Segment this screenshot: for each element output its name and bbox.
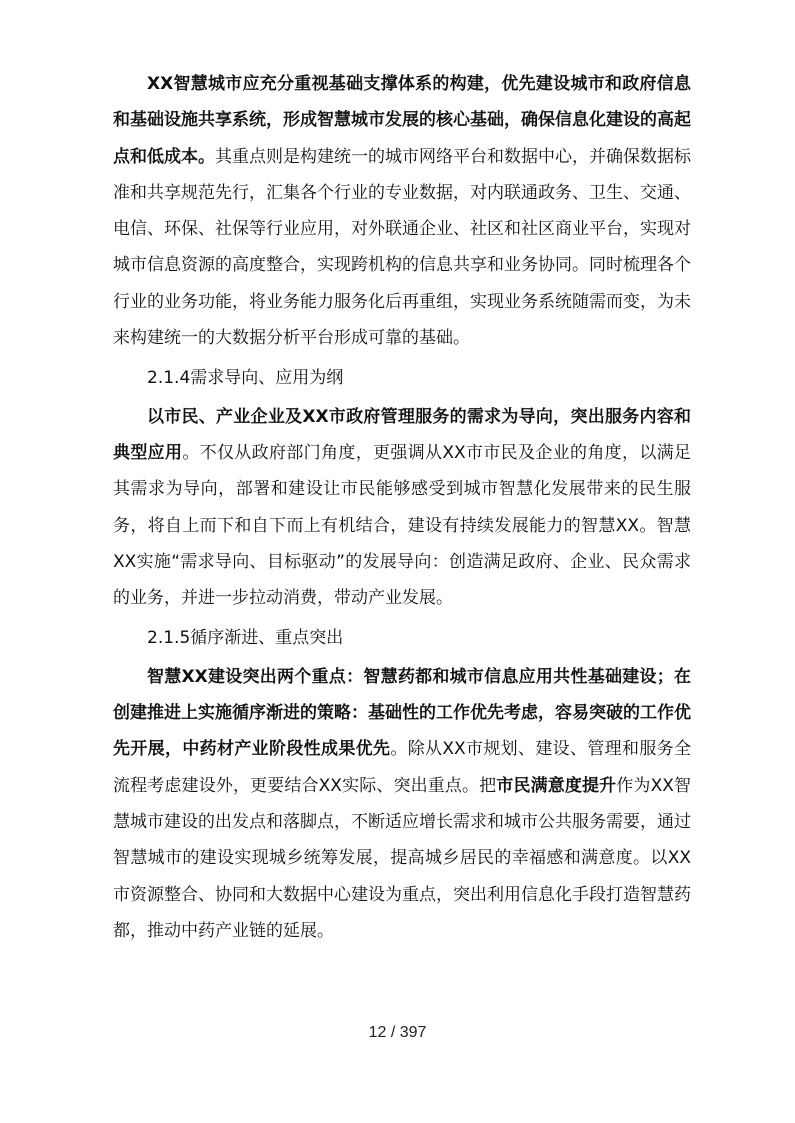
paragraph-infrastructure [113, 66, 691, 356]
paragraph-key-points-bold-2: 市民满意度提升 [496, 775, 617, 796]
page-footer [0, 1024, 795, 1042]
section-heading-2-1-5: 2.1.5循序渐进、重点突出 [147, 628, 344, 649]
section-heading-2-1-4: 2.1.4需求导向、应用为纲 [147, 368, 344, 389]
page-separator: / [390, 1024, 396, 1041]
document-body [113, 66, 691, 951]
total-pages: 397 [399, 1024, 427, 1041]
paragraph-key-points-text-1: 。除从XX市规划、建设、管理和服务全流程考虑建设外，更要结合XX实际、突出重点。把 [113, 739, 692, 796]
paragraph-demand-oriented-bold: 以市民、产业企业及XX市政府管理服务的需求为导向，突出服务内容和典型应用 [113, 406, 691, 463]
paragraph-demand-oriented-text: 。不仅从政府部门角度，更强调从XX市市民及企业的角度，以满足其需求为导向，部署和建设让市民能够感受到城市智慧化发展带来的民生服务，将自上而下和自下而上有机结合，建设有持续发展能力的智慧XX。智慧XX实施“需求导向、目标驱动”的发展导向：创造满足政府、企业、民众需求的业务，并进一步拉动消费，带动产业发展。 [113, 442, 691, 609]
paragraph-infrastructure-text: 其重点则是构建统一的城市网络平台和数据中心，并确保数据标准和共享规范先行，汇集各个行业的专业数据，对内联通政务、卫生、交通、电信、环保、社保等行业应用，对外联通企业、社区和社区商业平台，实现对城市信息资源的高度整合，实现跨机构的信息共享和业务协同。同时梳理各个行业的业务功能，将业务能力服务化后再重组，实现业务系统随需而变，为未来构建统一的大数据分析平台形成可靠的基础。 [113, 146, 691, 349]
paragraph-key-points-text-2: 作为XX智慧城市建设的出发点和落脚点，不断适应增长需求和城市公共服务需要，通过智慧城市的建设实现城乡统筹发展，提高城乡居民的幸福感和满意度。以XX市资源整合、协同和大数据中心建设为重点，突出利用信息化手段打造智慧药都，推动中药产业链的延展。 [113, 775, 692, 941]
paragraph-infrastructure-bold: XX智慧城市应充分重视基础支撑体系的构建，优先建设城市和政府信息和基础设施共享系统，形成智慧城市发展的核心基础，确保信息化建设的高起点和低成本。 [113, 74, 691, 167]
paragraph-demand-oriented [113, 399, 691, 617]
paragraph-key-points [113, 659, 691, 949]
paragraph-key-points-bold-1: 智慧XX建设突出两个重点：智慧药都和城市信息应用共性基础建设；在创建推进上实施循序渐进的策略：基础性的工作优先考虑，容易突破的工作优先开展，中药材产业阶段性成果优先 [113, 666, 691, 760]
page-number: 12 [368, 1024, 387, 1041]
